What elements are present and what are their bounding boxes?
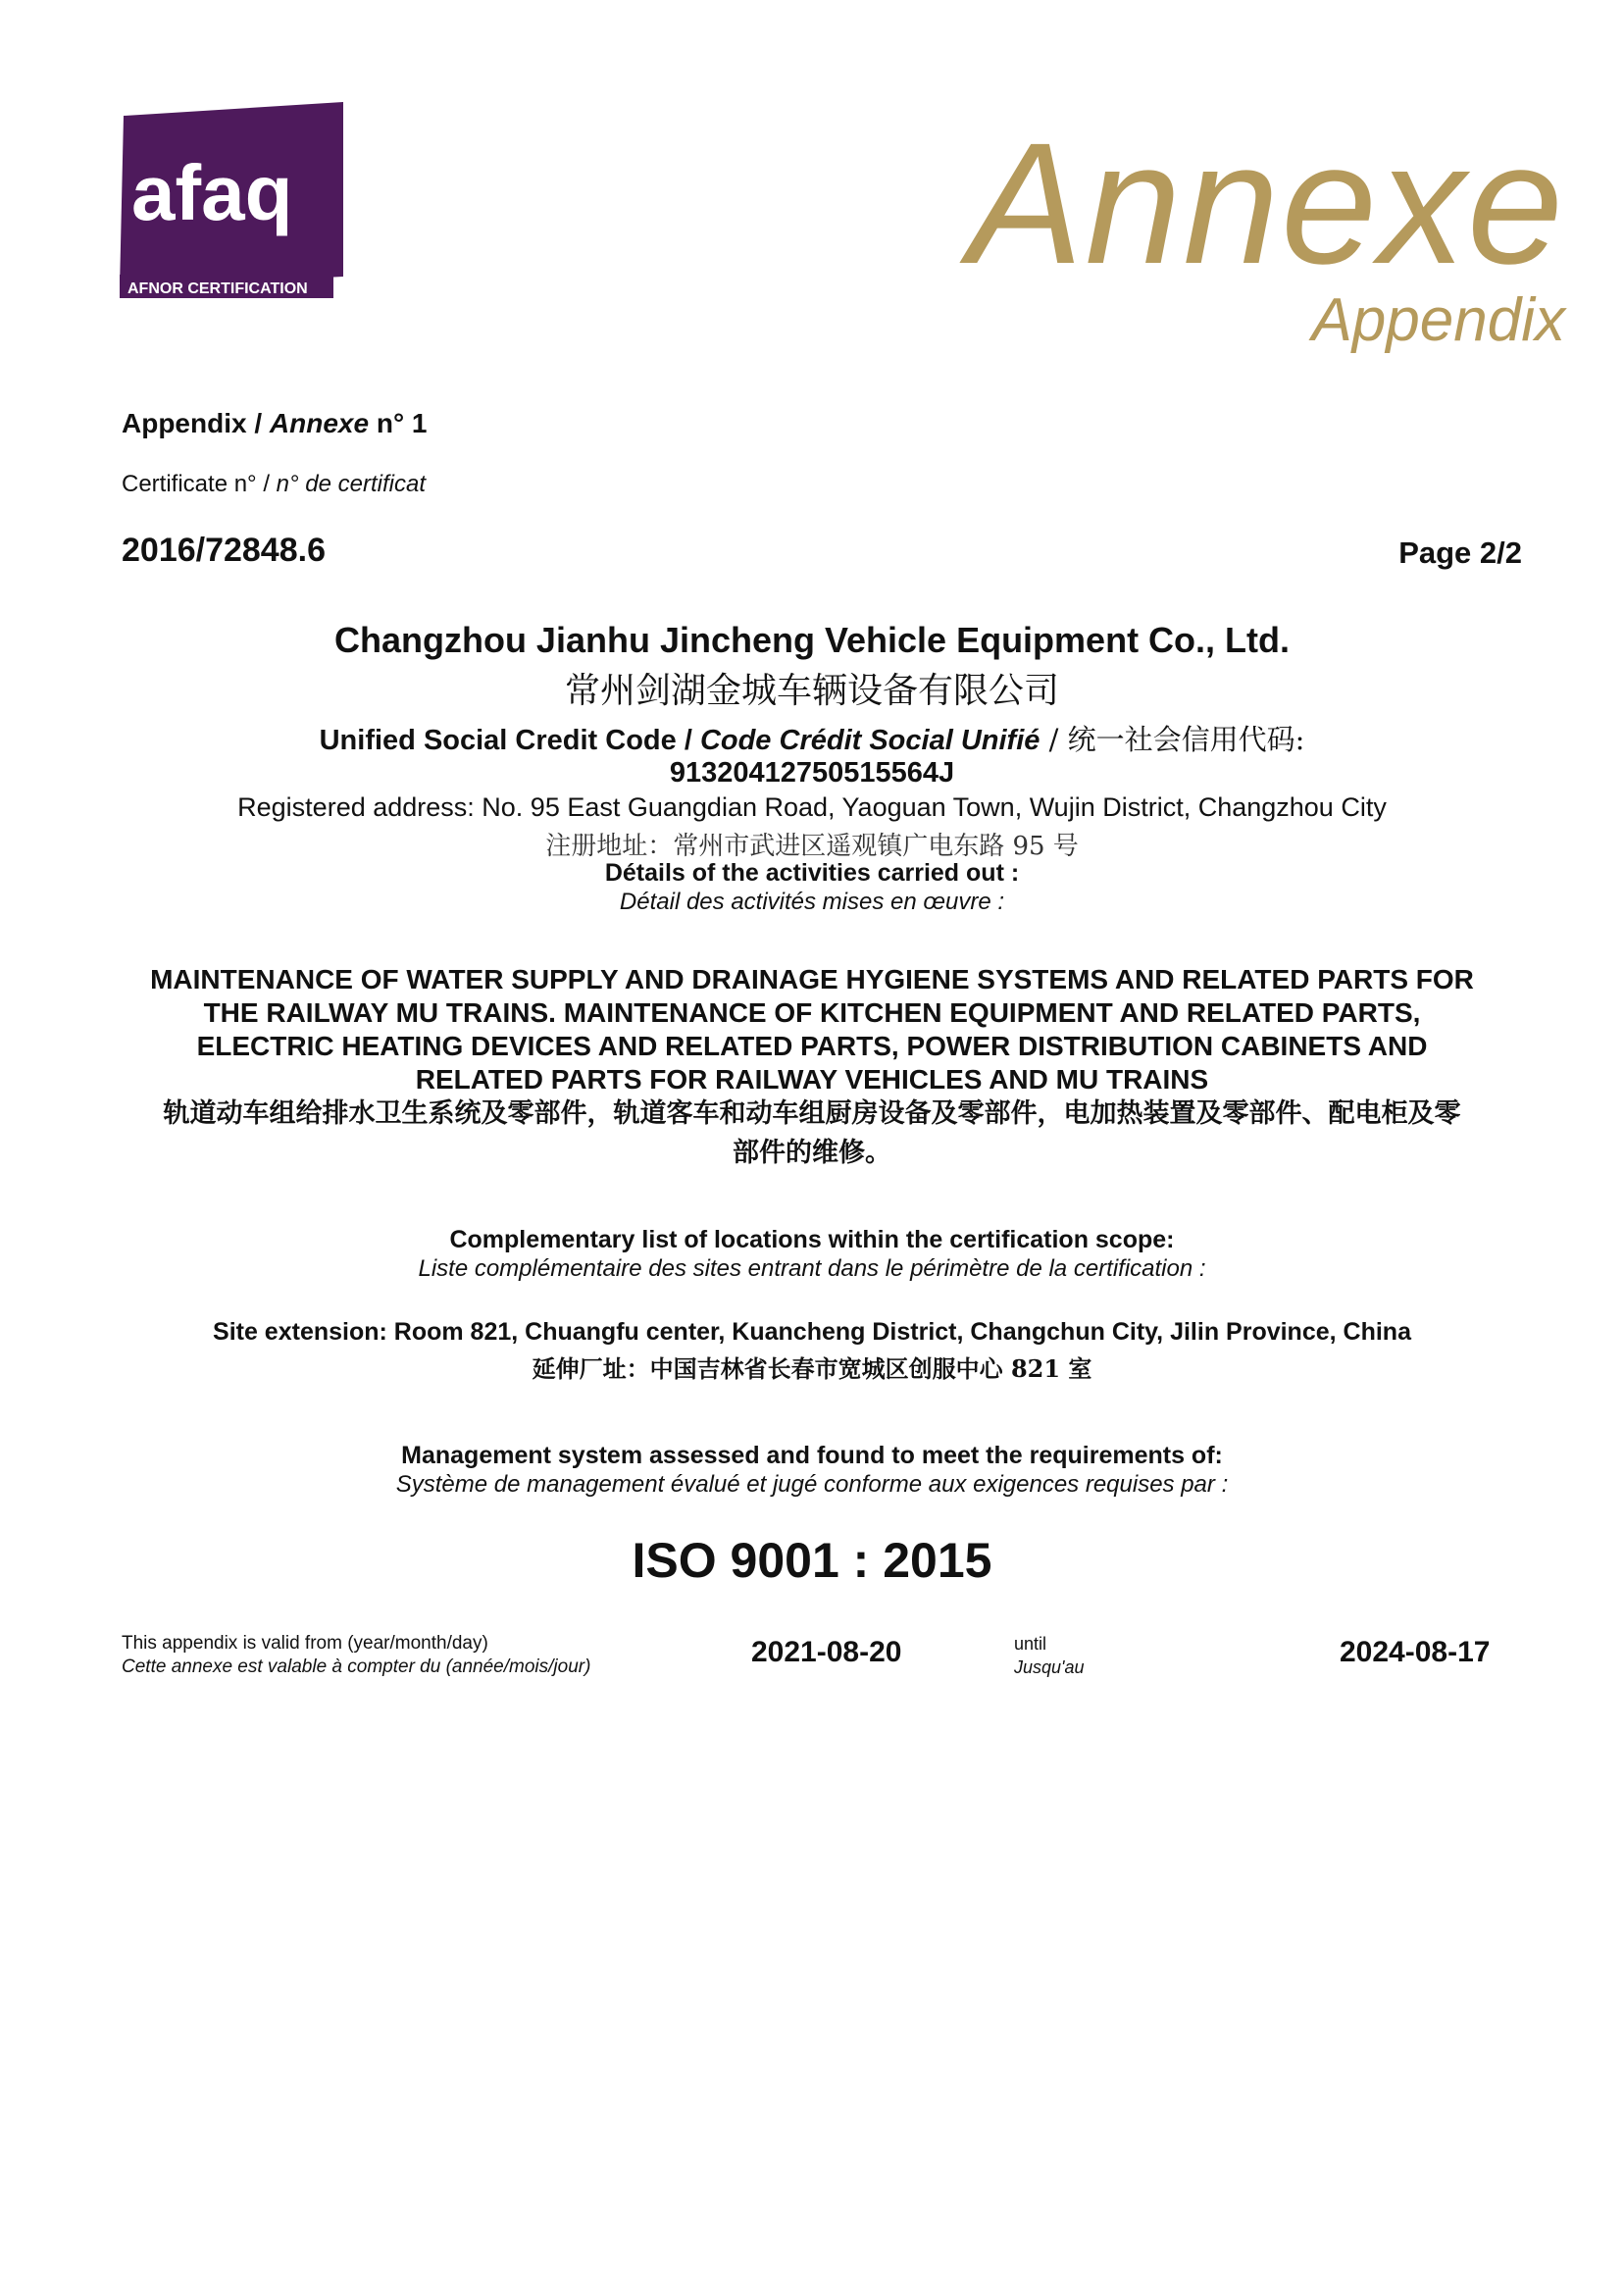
activity-line: MAINTENANCE OF WATER SUPPLY AND DRAINAGE HYGIENE SYSTEMS AND RELATED PARTS FOR: [150, 964, 1474, 994]
credit-code-value: 91320412750515564J: [669, 757, 955, 789]
company-name-en: Changzhou Jianhu Jincheng Vehicle Equipment Co., Ltd.: [333, 620, 1291, 660]
activities-description-cn: [0, 1095, 1624, 1173]
locations-label-fr: Liste complémentaire des sites entrant dans le périmètre de la certification :: [418, 1255, 1206, 1282]
afaq-subtitle: AFNOR CERTIFICATION: [127, 280, 308, 297]
activity-line: RELATED PARTS FOR RAILWAY VEHICLES AND MU TRAINS: [415, 1064, 1209, 1095]
validity-label-fr: Cette annexe est valable à compter du (année/mois/jour): [122, 1656, 591, 1677]
iso-standard: ISO 9001 : 2015: [632, 1533, 992, 1588]
credit-label-cn: / 统一社会信用代码:: [1040, 723, 1305, 756]
annexe-title: Annexe: [968, 108, 1565, 300]
credit-label-fr: Code Crédit Social Unifié: [699, 725, 1040, 756]
certificate-label-en: Certificate n° /: [122, 471, 277, 497]
page-number: Page 2/2: [1398, 535, 1522, 570]
activity-line: ELECTRIC HEATING DEVICES AND RELATED PARTS, POWER DISTRIBUTION CABINETS AND: [196, 1031, 1428, 1061]
validity-label-en: This appendix is valid from (year/month/day): [122, 1633, 488, 1654]
site-extension-en: Site extension: Room 821, Chuangfu center, Kuancheng District, Changchun City, Jilin Province, China: [213, 1318, 1411, 1346]
activities-label-en: Détails of the activities carried out :: [604, 859, 1020, 887]
appendix-label-fr: Annexe: [269, 408, 370, 438]
afaq-logo: [120, 102, 343, 298]
site-extension-cn: 延伸厂址：中国吉林省长春市宽城区创服中心 821 室: [532, 1354, 1092, 1383]
until-label: [1014, 1632, 1085, 1679]
management-label-fr: Système de management évalué et jugé conforme aux exigences requises par :: [395, 1471, 1229, 1498]
valid-from-date: 2021-08-20: [751, 1636, 902, 1668]
until-label-fr: Jusqu'au: [1014, 1657, 1085, 1677]
activities-label-fr: Détail des activités mises en œuvre :: [619, 889, 1005, 915]
activity-line-cn: 轨道动车组给排水卫生系统及零部件，轨道客车和动车组厨房设备及零部件，电加热装置及零部件、配电柜及零: [163, 1098, 1461, 1129]
management-label-en: Management system assessed and found to meet the requirements of:: [401, 1442, 1223, 1469]
afaq-brand-text: afaq: [131, 149, 293, 236]
until-label-en: until: [1014, 1634, 1047, 1654]
validity-label: [122, 1632, 590, 1679]
valid-to-date: 2024-08-17: [1340, 1636, 1491, 1668]
company-name-cn: 常州剑湖金城车辆设备有限公司: [564, 671, 1059, 711]
registered-address-cn: 注册地址：常州市武进区遥观镇广电东路 95 号: [545, 832, 1079, 861]
credit-code-label: [0, 718, 1624, 758]
locations-label-en: Complementary list of locations within the certification scope:: [449, 1226, 1175, 1253]
registered-address-en: Registered address: No. 95 East Guangdian Road, Yaoguan Town, Wujin District, Changzhou City: [237, 792, 1387, 822]
credit-label-en: Unified Social Credit Code /: [319, 725, 700, 756]
certificate-label-fr: n° de certificat: [276, 471, 426, 497]
certificate-label: [122, 471, 426, 498]
appendix-label-en: Appendix /: [122, 408, 270, 438]
appendix-number: [122, 408, 428, 439]
activity-line: THE RAILWAY MU TRAINS. MAINTENANCE OF KITCHEN EQUIPMENT AND RELATED PARTS,: [203, 997, 1421, 1028]
certificate-number: 2016/72848.6: [122, 532, 326, 569]
appendix-number-value: n° 1: [369, 408, 428, 438]
appendix-subtitle: Appendix: [1311, 286, 1565, 354]
activities-description-en: [0, 963, 1624, 1096]
activity-line-cn: 部件的维修。: [733, 1138, 891, 1168]
